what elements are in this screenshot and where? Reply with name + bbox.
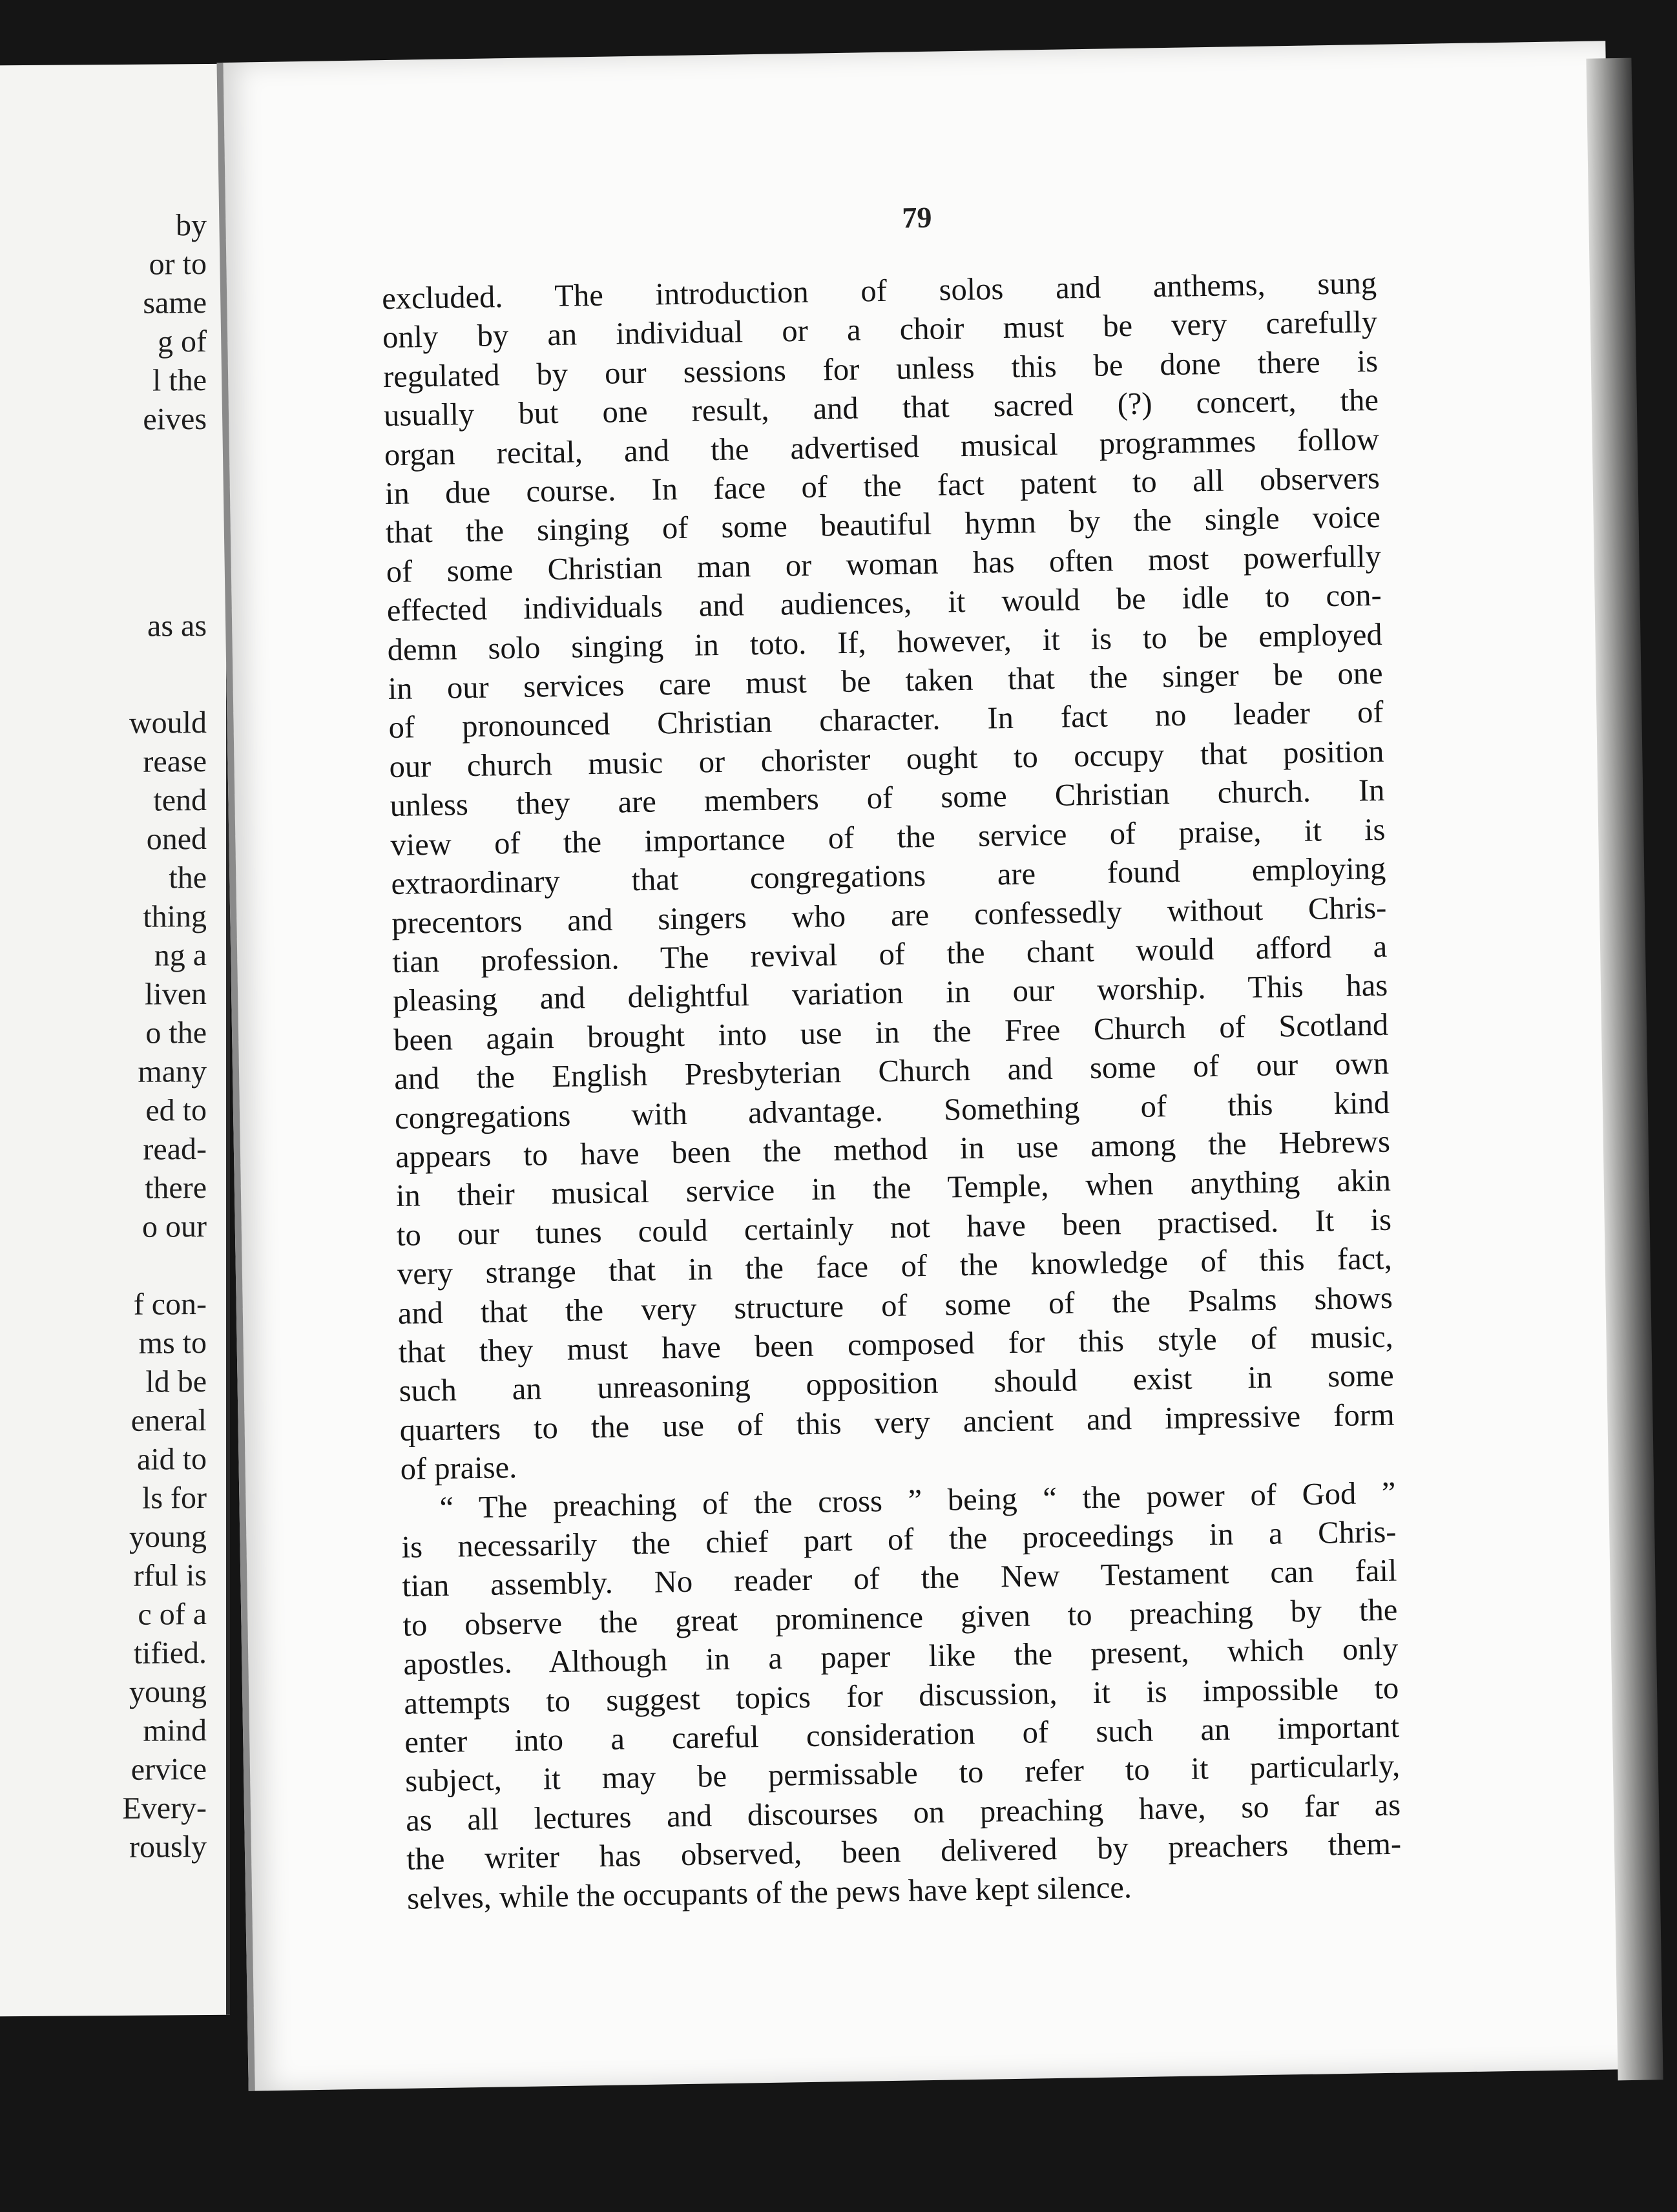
text-line: apostles. Although in a paper like the present, which only — [403, 1631, 1399, 1682]
text-line: congregations with advantage. Something of this kind — [394, 1085, 1390, 1136]
left-page-fragment: rease — [143, 744, 207, 779]
text-line: excluded. The introduction of solos and anthems, sung — [381, 266, 1377, 317]
text-line: selves, while the occupants of the pews have kept silence. — [406, 1870, 1132, 1916]
text-line: quarters to the use of this very ancient and impressive form — [399, 1397, 1395, 1448]
text-line: enter into a careful consideration of such an important — [404, 1709, 1400, 1760]
text-line: in our services care must be taken that the singer be one — [388, 656, 1383, 707]
right-page — [216, 41, 1637, 2091]
text-line: tian profession. The revival of the chant would afford a — [391, 929, 1388, 979]
left-page-fragment: liven — [145, 977, 207, 1012]
text-line: been again brought into use in the Free Church of Scotland — [393, 1007, 1389, 1058]
left-page-fragment: o our — [142, 1209, 207, 1244]
page-number: 79 — [901, 200, 932, 235]
left-page-fragment: ld be — [145, 1364, 207, 1399]
left-page-fragment: by — [176, 208, 207, 243]
left-page-fragment: Every- — [122, 1791, 207, 1826]
text-line: demn solo singing in toto. If, however, it is to be employed — [387, 617, 1383, 667]
left-page-fragment: mind — [143, 1713, 207, 1748]
left-page-fragment: rful is — [133, 1558, 207, 1593]
text-line: is necessarily the chief part of the proceedings in a Chris- — [401, 1514, 1397, 1565]
left-page-fragment: thing — [143, 899, 207, 934]
text-line: precentors and singers who are confessedly without Chris- — [391, 890, 1387, 941]
text-line: as all lectures and discourses on preaching have, so far as — [405, 1788, 1401, 1838]
left-page-fragment: ls for — [142, 1481, 207, 1516]
text-line: appears to have been the method in use among the Hebrews — [395, 1124, 1391, 1174]
left-page-fragment: as as — [147, 609, 207, 643]
text-line: usually but one result, and that sacred (?) concert, the — [383, 383, 1379, 433]
text-line: in due course. In face of the fact patent to all observers — [384, 461, 1380, 512]
left-page-fragment: there — [145, 1171, 207, 1205]
text-line: extraordinary that congregations are found employing — [391, 851, 1386, 902]
text-line: of pronounced Christian character. In fact no leader of — [388, 695, 1384, 746]
left-page-fragment: ed to — [145, 1093, 207, 1128]
left-page-fragment: eneral — [130, 1403, 207, 1438]
left-page-fragment: ervice — [130, 1752, 207, 1787]
text-line: in their musical service in the Temple, when anything akin — [395, 1163, 1391, 1214]
text-line: that the singing of some beautiful hymn by the single voice — [385, 500, 1381, 550]
text-line: pleasing and delightful variation in our worship. This has — [392, 968, 1388, 1019]
text-line: of praise. — [400, 1450, 517, 1487]
text-line: tian assembly. No reader of the New Testament can fail — [402, 1554, 1397, 1604]
left-page-fragment: same — [143, 286, 207, 320]
body-text — [382, 264, 1402, 1919]
left-page-fragment: f con- — [133, 1287, 207, 1322]
text-line: the writer has observed, been delivered by preachers them- — [406, 1826, 1402, 1877]
text-line: to our tunes could certainly not have been practised. It is — [396, 1202, 1392, 1253]
left-page-fragment: eives — [143, 402, 207, 437]
text-line: only by an individual or a choir must be very carefully — [382, 305, 1378, 355]
text-line: attempts to suggest topics for discussion, it is impossible to — [403, 1671, 1399, 1721]
left-page-fragment: young — [129, 1675, 207, 1709]
text-line: and the English Presbyterian Church and some of our own — [393, 1046, 1390, 1097]
text-line: our church music or chorister ought to occupy that position — [389, 734, 1384, 784]
left-page-fragment: oned — [146, 822, 207, 857]
text-line: that they must have been composed for this style of music, — [398, 1319, 1394, 1370]
text-line: “ The preaching of the cross ” being “ the power of God ” — [439, 1476, 1396, 1525]
left-page-fragment: many — [138, 1054, 207, 1089]
text-line: effected individuals and audiences, it would be idle to con- — [386, 578, 1382, 629]
left-page-fragment: rously — [129, 1830, 207, 1864]
left-page-fragment: o the — [145, 1016, 207, 1050]
text-line: very strange that in the face of the knowledge of this fact, — [397, 1241, 1393, 1292]
left-page-fragment: ms to — [138, 1326, 207, 1361]
text-line: organ recital, and the advertised musical programmes follow — [384, 422, 1380, 472]
left-page-fragment: c of a — [138, 1597, 207, 1632]
text-line: unless they are members of some Christian church. In — [390, 773, 1385, 824]
text-line: and that the very structure of some of the Psalms shows — [397, 1280, 1393, 1331]
text-line: such an unreasoning opposition should exist in some — [399, 1359, 1395, 1409]
left-page-fragment: tend — [153, 783, 207, 818]
left-page-fragment: would — [129, 705, 207, 740]
left-page-fragment: l the — [152, 363, 207, 398]
text-line: subject, it may be permissable to refer to it particularly, — [404, 1749, 1401, 1799]
left-page-fragment: g of — [158, 324, 207, 359]
left-page-fragment: aid to — [137, 1442, 207, 1477]
text-line: of some Christian man or woman has often most powerfully — [386, 539, 1382, 589]
left-page-fragment: or to — [149, 247, 207, 282]
left-page-fragment: the — [169, 861, 207, 895]
text-line: view of the importance of the service of praise, it is — [390, 812, 1386, 862]
text-line: to observe the great prominence given to preaching by the — [402, 1592, 1398, 1643]
text-line: regulated by our sessions for unless this be done there is — [382, 344, 1379, 394]
left-page-fragment: ng a — [154, 938, 207, 973]
left-page — [0, 64, 230, 2016]
left-page-fragment: young — [129, 1519, 207, 1554]
left-page-fragment: read- — [143, 1132, 207, 1167]
left-page-fragment: tified. — [133, 1636, 207, 1671]
